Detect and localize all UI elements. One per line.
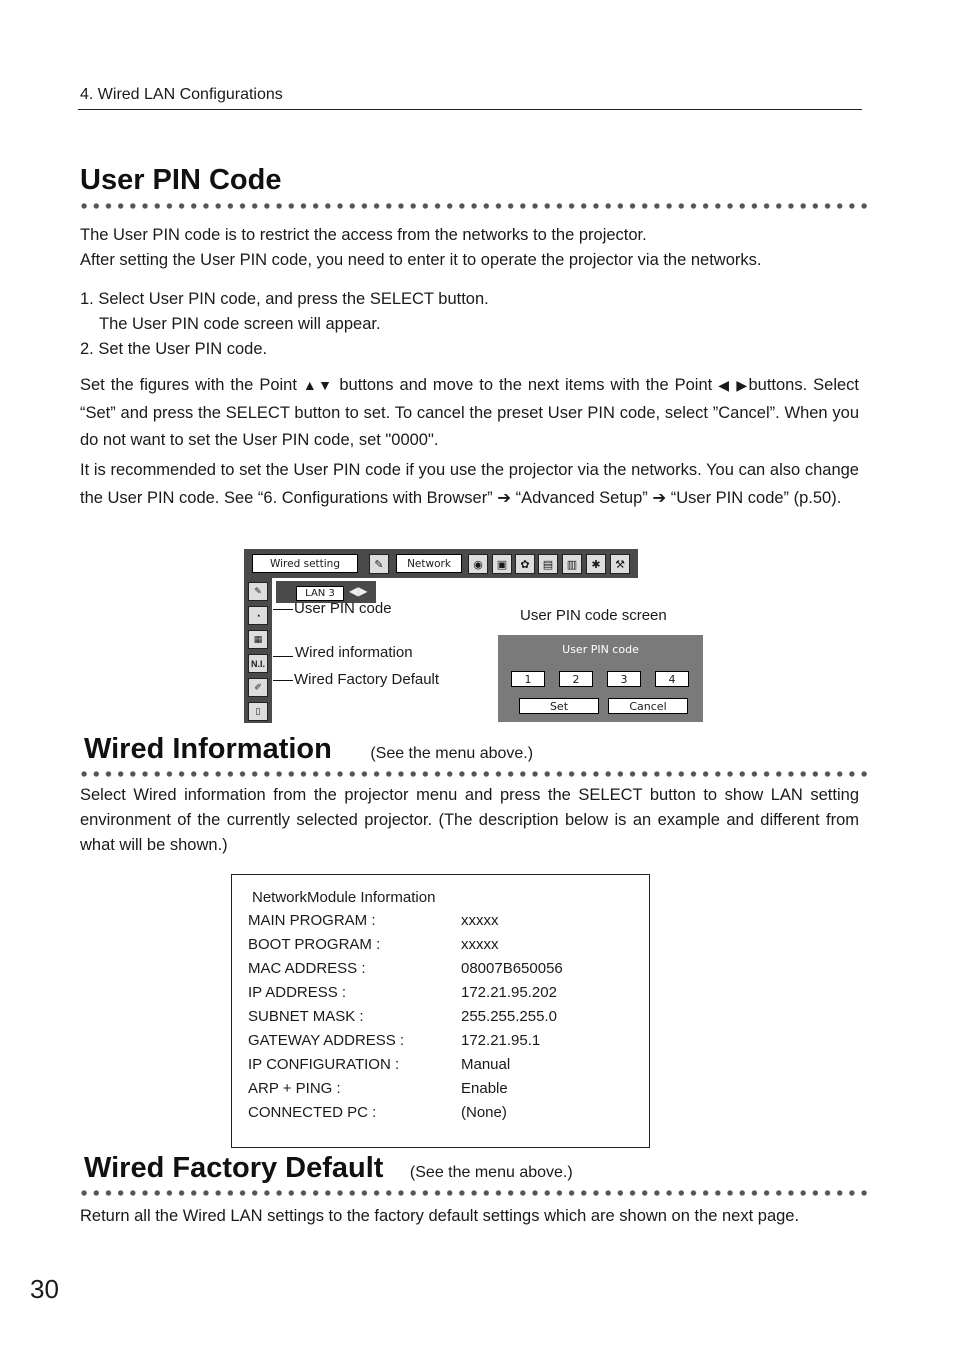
info-box-heading: NetworkModule Information	[252, 889, 436, 906]
dotted-divider	[78, 770, 870, 778]
instruction-text: buttons. Select “Set” and press the SELECT button to set. To cancel the preset User PIN code, select ”Cancel”. When you do not want to set the User PIN code, set "0000".	[80, 376, 859, 449]
wired-factory-default-icon[interactable]: ✐	[248, 678, 268, 697]
section-title-user-pin-code: User PIN Code	[80, 164, 282, 196]
pencil-icon[interactable]: ✎	[369, 554, 389, 574]
info-label: GATEWAY ADDRESS :	[248, 1032, 405, 1049]
instruction-text: Set the figures with the Point	[80, 376, 303, 394]
recommendation-paragraph	[80, 456, 859, 512]
info-value: 172.21.95.1	[461, 1032, 541, 1049]
step-2: 2. Set the User PIN code.	[80, 340, 268, 358]
arrow-icon: ➔	[497, 489, 512, 507]
left-arrow-icon: ◀	[718, 377, 731, 393]
info-value: xxxxx	[461, 936, 499, 953]
cancel-button[interactable]: Cancel	[608, 698, 688, 714]
step-1-result: The User PIN code screen will appear.	[99, 315, 381, 333]
set-button[interactable]: Set	[519, 698, 599, 714]
network-module-info-box	[231, 874, 650, 1148]
callout-wired-factory-default: Wired Factory Default	[294, 671, 440, 688]
section-title-wired-information: Wired Information	[84, 733, 332, 765]
info-label: SUBNET MASK :	[248, 1008, 364, 1025]
intro-line-1: The User PIN code is to restrict the access from the networks to the projector.	[80, 226, 647, 244]
wired-factory-default-description: Return all the Wired LAN settings to the factory default settings which are shown on the next page.	[80, 1207, 800, 1225]
wired-information-heading	[84, 733, 533, 766]
info-label: MAIN PROGRAM :	[248, 912, 376, 929]
intro-line-2: After setting the User PIN code, you need to enter it to operate the projector via the networks.	[80, 251, 762, 269]
left-right-arrow-icon[interactable]: ◀▶	[349, 584, 368, 598]
see-menu-note: (See the menu above.)	[370, 745, 534, 762]
running-header: 4. Wired LAN Configurations	[80, 86, 283, 103]
info-icon[interactable]: ✱	[586, 554, 606, 574]
wrench-icon[interactable]: ⚒	[610, 554, 630, 574]
wired-setting-button[interactable]: Wired setting	[252, 554, 358, 573]
palette-icon[interactable]: ✿	[515, 554, 535, 574]
user-pin-code-icon[interactable]: ◔	[248, 606, 268, 625]
callout-wired-information: Wired information	[295, 644, 413, 661]
section-title-wired-factory-default: Wired Factory Default	[84, 1152, 384, 1184]
info-value: Manual	[461, 1056, 511, 1073]
pin-digit-2[interactable]: 2	[559, 671, 593, 687]
user-pin-code-screen	[498, 635, 703, 722]
network-button[interactable]: Network	[396, 554, 462, 573]
globe-icon[interactable]: ◉	[468, 554, 488, 574]
info-value: 172.21.95.202	[461, 984, 557, 1001]
info-value: xxxxx	[461, 912, 499, 929]
info-value: (None)	[461, 1104, 507, 1121]
projector-menu-bar	[244, 549, 638, 578]
recommendation-text: It is recommended to set the User PIN code if you use the projector via the networks. You can also change the User PIN code. See “6. Configurations with Browser”	[80, 461, 859, 507]
page-number: 30	[30, 1274, 59, 1304]
pin-digit-3[interactable]: 3	[607, 671, 641, 687]
monitor-icon[interactable]: ▦	[248, 630, 268, 649]
instruction-paragraph	[80, 372, 859, 455]
info-label: BOOT PROGRAM :	[248, 936, 381, 953]
step-1: 1. Select User PIN code, and press the SELECT button.	[80, 290, 489, 308]
ni-icon[interactable]: N.I.	[248, 654, 268, 673]
info-value: Enable	[461, 1080, 508, 1097]
dotted-divider	[78, 202, 868, 210]
pin-digit-4[interactable]: 4	[655, 671, 689, 687]
header-rule	[78, 109, 862, 110]
callout-line	[273, 609, 293, 610]
image-icon[interactable]: ▤	[538, 554, 558, 574]
projector-menu-sidebar	[244, 578, 272, 723]
lan-selector[interactable]: LAN 3	[296, 586, 344, 601]
info-value: 08007B650056	[461, 960, 563, 977]
arrow-icon: ➔	[652, 489, 667, 507]
info-value: 255.255.255.0	[461, 1008, 557, 1025]
exit-icon[interactable]: ▯	[248, 702, 268, 721]
info-label: CONNECTED PC :	[248, 1104, 377, 1121]
up-down-arrow-icon: ▲▼	[302, 377, 334, 393]
callout-line	[273, 656, 293, 657]
wired-information-description: Select Wired information from the projector menu and press the SELECT button to show LAN setting environment of the currently selected projector. (The description below is an example and different from what will be shown.)	[80, 786, 859, 854]
display-icon[interactable]: ▥	[562, 554, 582, 574]
info-label: MAC ADDRESS :	[248, 960, 366, 977]
see-menu-note: (See the menu above.)	[409, 1164, 573, 1181]
pin-screen-title: User PIN code	[562, 643, 639, 656]
info-label: ARP + PING :	[248, 1080, 341, 1097]
recommendation-text: “User PIN code” (p.50).	[666, 489, 842, 507]
callout-user-pin-code: User PIN code	[294, 600, 392, 617]
picture-icon[interactable]: ▣	[492, 554, 512, 574]
right-arrow-icon: ▶	[736, 377, 749, 393]
instruction-text: buttons and move to the next items with the Point	[333, 376, 719, 394]
recommendation-text: “Advanced Setup”	[511, 489, 653, 507]
callout-line	[273, 680, 293, 681]
pin-digit-1[interactable]: 1	[511, 671, 545, 687]
wired-factory-default-heading	[84, 1152, 573, 1185]
info-label: IP ADDRESS :	[248, 984, 347, 1001]
dotted-divider	[78, 1189, 870, 1197]
info-label: IP CONFIGURATION :	[248, 1056, 400, 1073]
pencil-icon[interactable]: ✎	[248, 582, 268, 601]
pin-screen-caption: User PIN code screen	[520, 607, 667, 624]
